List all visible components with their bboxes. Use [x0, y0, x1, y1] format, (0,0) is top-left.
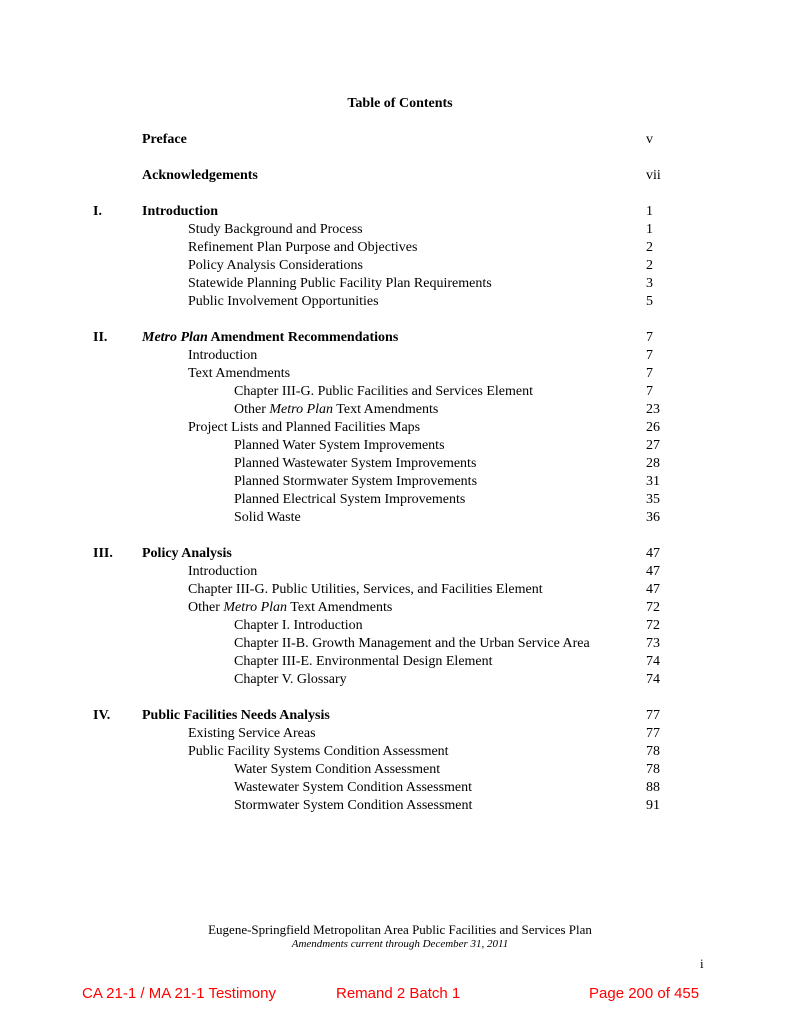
toc-entry-title: Wastewater System Condition Assessment	[234, 780, 473, 795]
toc-page-number: 28	[646, 456, 660, 471]
toc-entry-title: Planned Wastewater System Improvements	[234, 456, 477, 471]
toc-page-number: v	[646, 132, 653, 147]
toc-entry	[0, 563, 800, 581]
toc-page-number: 3	[646, 276, 653, 291]
toc-page-number: 7	[646, 384, 653, 399]
toc-entry-title: Other Metro Plan Text Amendments	[188, 600, 393, 615]
toc-entry	[0, 779, 800, 797]
toc-page-number: 74	[646, 654, 660, 669]
toc-entry-title: Acknowledgements	[142, 168, 258, 183]
page-title: Table of Contents	[347, 96, 453, 111]
toc-entry-title: Public Facility Systems Condition Assessment	[188, 744, 449, 759]
toc-entry-title: Introduction	[142, 204, 218, 219]
toc-page-number: 5	[646, 294, 653, 309]
toc-entry	[0, 167, 800, 185]
toc-page-number: 7	[646, 330, 653, 345]
toc-page-number: 23	[646, 402, 660, 417]
toc-entry	[0, 221, 800, 239]
toc-entry	[0, 275, 800, 293]
footer-page-number: i	[700, 956, 704, 971]
toc-page-number: 72	[646, 618, 660, 633]
toc-entry	[0, 581, 800, 599]
toc-page-number: 78	[646, 744, 660, 759]
toc-entry-title: Stormwater System Condition Assessment	[234, 798, 473, 813]
toc-entry-title: Policy Analysis	[142, 546, 232, 561]
toc-entry-title: Chapter III-G. Public Facilities and Services Element	[234, 384, 533, 399]
toc-entry-title: Policy Analysis Considerations	[188, 258, 363, 273]
toc-entry	[0, 707, 800, 725]
toc-page-number: 1	[646, 222, 653, 237]
toc-page-number: 7	[646, 348, 653, 363]
toc-entry-title: Chapter V. Glossary	[234, 672, 347, 687]
toc-entry	[0, 599, 800, 617]
toc-entry	[0, 347, 800, 365]
toc-page-number: 2	[646, 258, 653, 273]
toc-entry	[0, 131, 800, 149]
stamp-testimony-label: CA 21-1 / MA 21-1 Testimony	[82, 985, 276, 1002]
toc-page-number: 47	[646, 564, 660, 579]
toc-entry-title: Study Background and Process	[188, 222, 363, 237]
toc-entry	[0, 203, 800, 221]
stamp-batch-label: Remand 2 Batch 1	[336, 985, 461, 1002]
toc-page-number: 2	[646, 240, 653, 255]
toc-section-number: II.	[93, 330, 108, 345]
toc-entry-title: Solid Waste	[234, 510, 301, 525]
toc-entry-title: Public Facilities Needs Analysis	[142, 708, 330, 723]
toc-entry	[0, 653, 800, 671]
toc-page-number: 72	[646, 600, 660, 615]
toc-entry-title: Planned Stormwater System Improvements	[234, 474, 478, 489]
toc-entry	[0, 491, 800, 509]
footer-document-title: Eugene-Springfield Metropolitan Area Public Facilities and Services Plan	[208, 922, 592, 937]
toc-page-number: 47	[646, 546, 660, 561]
toc-entry-title: Other Metro Plan Text Amendments	[234, 402, 439, 417]
toc-entry-title: Project Lists and Planned Facilities Maps	[188, 420, 421, 435]
toc-entry	[0, 383, 800, 401]
toc-entry	[0, 509, 800, 527]
toc-page-number: 88	[646, 780, 660, 795]
toc-section-number: III.	[93, 546, 113, 561]
toc-entry	[0, 671, 800, 689]
toc-page-number: 7	[646, 366, 653, 381]
toc-entry	[0, 257, 800, 275]
toc-page-number: 36	[646, 510, 660, 525]
toc-page-number: 74	[646, 672, 660, 687]
toc-page-number: 47	[646, 582, 660, 597]
toc-page-number: 27	[646, 438, 660, 453]
toc-entry-title: Chapter II-B. Growth Management and the Urban Service Area	[234, 636, 590, 651]
toc-page-number: 26	[646, 420, 660, 435]
toc-section-number: IV.	[93, 708, 111, 723]
toc-entry	[0, 797, 800, 815]
toc-entry-title: Chapter III-E. Environmental Design Element	[234, 654, 493, 669]
toc-page-number: 35	[646, 492, 660, 507]
toc-entry	[0, 761, 800, 779]
toc-page-number: 78	[646, 762, 660, 777]
toc-entry-title: Public Involvement Opportunities	[188, 294, 379, 309]
toc-entry-title: Preface	[142, 132, 187, 147]
footer-amendment-note: Amendments current through December 31, 2011	[291, 938, 509, 950]
toc-entry-title: Planned Electrical System Improvements	[234, 492, 466, 507]
toc-entry-title: Chapter I. Introduction	[234, 618, 363, 633]
toc-entry	[0, 743, 800, 761]
toc-entry	[0, 437, 800, 455]
toc-entry	[0, 365, 800, 383]
toc-entry	[0, 293, 800, 311]
toc-page-number: 73	[646, 636, 660, 651]
toc-entry	[0, 617, 800, 635]
toc-entry	[0, 239, 800, 257]
toc-page-number: 77	[646, 726, 660, 741]
toc-entry-title: Existing Service Areas	[188, 726, 316, 741]
stamp-page-count: Page 200 of 455	[589, 985, 700, 1002]
toc-entry	[0, 545, 800, 563]
toc-page-number: 91	[646, 798, 660, 813]
toc-entry	[0, 329, 800, 347]
toc-entry-title: Introduction	[188, 348, 258, 363]
toc-entry-title: Introduction	[188, 564, 258, 579]
toc-entry	[0, 473, 800, 491]
toc-entry	[0, 401, 800, 419]
toc-entry	[0, 455, 800, 473]
toc-entry-title: Metro Plan Amendment Recommendations	[142, 330, 399, 345]
toc-page-number: 31	[646, 474, 660, 489]
toc-entry-title: Text Amendments	[188, 366, 291, 381]
toc-entry-title: Statewide Planning Public Facility Plan Requirements	[188, 276, 492, 291]
toc-entry	[0, 725, 800, 743]
toc-entry-title: Chapter III-G. Public Utilities, Services, and Facilities Element	[188, 582, 543, 597]
toc-page-number: vii	[646, 168, 661, 183]
toc-section-number: I.	[93, 204, 102, 219]
toc-page-number: 1	[646, 204, 653, 219]
toc-entry-title: Planned Water System Improvements	[234, 438, 445, 453]
toc-entry-title: Water System Condition Assessment	[234, 762, 441, 777]
toc-entry	[0, 635, 800, 653]
toc-page-number: 77	[646, 708, 660, 723]
toc-entry	[0, 419, 800, 437]
toc-entry-title: Refinement Plan Purpose and Objectives	[188, 240, 418, 255]
